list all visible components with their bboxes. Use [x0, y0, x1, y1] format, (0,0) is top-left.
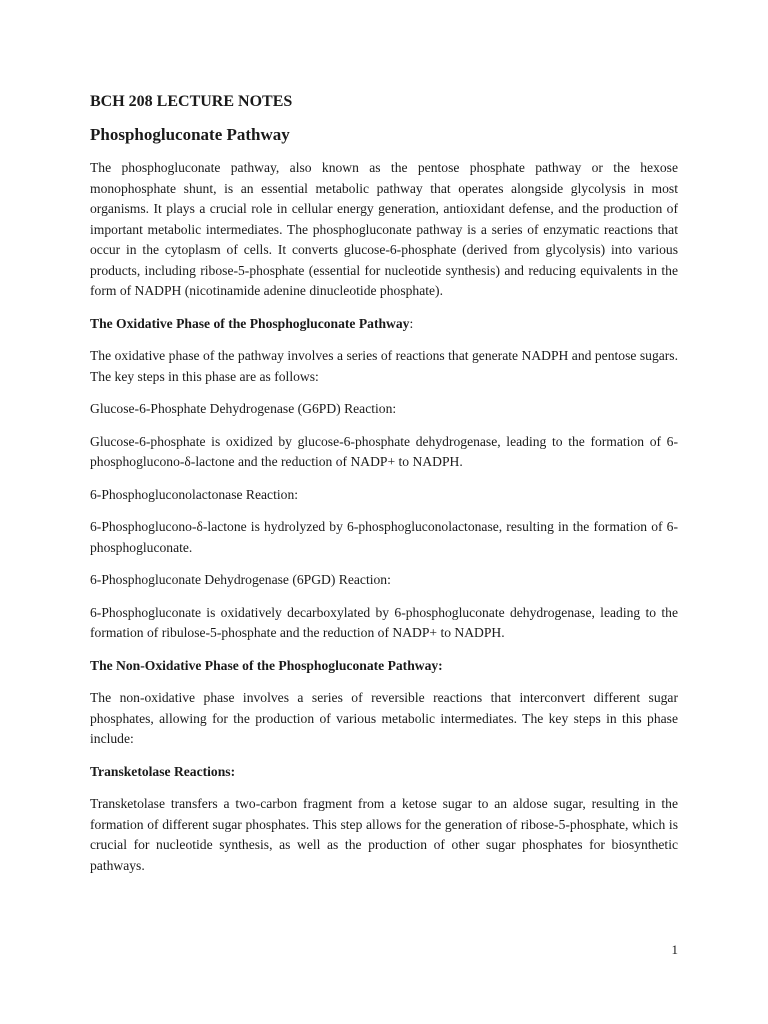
non-oxidative-intro: The non-oxidative phase involves a series of reversible reactions that interconvert different sugar phosphates, allowing for the production of various metabolic intermediates. The key steps in this phase include:: [90, 690, 678, 746]
oxidative-heading-text: The Oxidative Phase of the Phosphogluconate Pathway: [90, 315, 410, 331]
oxidative-heading: [90, 314, 678, 335]
section-title: Phosphogluconate Pathway: [90, 125, 290, 144]
document-title: BCH 208 LECTURE NOTES: [90, 93, 293, 110]
non-oxidative-heading: The Non-Oxidative Phase of the Phosphogluconate Pathway:: [90, 657, 443, 673]
oxidative-heading-suffix: :: [409, 315, 414, 331]
transketolase-heading: Transketolase Reactions:: [90, 763, 236, 779]
document-page: [90, 92, 678, 888]
step-text: 6-Phosphoglucono-δ-lactone is hydrolyzed by 6-phosphogluconolactonase, resulting in the formation of 6-phosphogluconate.: [90, 519, 678, 555]
oxidative-intro: The oxidative phase of the pathway involves a series of reactions that generate NADPH and pentose sugars. The key steps in this phase are as follows:: [90, 348, 678, 384]
step-text: 6-Phosphogluconate is oxidatively decarboxylated by 6-phosphogluconate dehydrogenase, leading to the formation of ribulose-5-phosphate and the reduction of NADP+ to NADPH.: [90, 604, 678, 640]
step-name: Glucose-6-Phosphate Dehydrogenase (G6PD) Reaction:: [90, 401, 397, 416]
page-number: 1: [671, 942, 678, 957]
step-name: 6-Phosphogluconate Dehydrogenase (6PGD) Reaction:: [90, 572, 391, 587]
transketolase-text: Transketolase transfers a two-carbon fragment from a ketose sugar to an aldose sugar, resulting in the formation of different sugar phosphates. This step allows for the generation of ribose-5-phosphate, which is crucial for nucleotide synthesis, as well as the production of other sugar phosphates for biosynthetic pathways.: [90, 796, 678, 873]
intro-paragraph: The phosphogluconate pathway, also known as the pentose phosphate pathway or the hexose monophosphate shunt, is an essential metabolic pathway that operates alongside glycolysis in most organisms. It plays a crucial role in cellular energy generation, antioxidant defense, and the production of important metabolic intermediates. The phosphogluconate pathway is a series of enzymatic reactions that occur in the cytoplasm of cells. It converts glucose-6-phosphate (derived from glycolysis) into various products, including ribose-5-phosphate (essential for nucleotide synthesis) and reducing equivalents in the form of NADPH (nicotinamide adenine dinucleotide phosphate).: [90, 160, 678, 298]
step-text: Glucose-6-phosphate is oxidized by glucose-6-phosphate dehydrogenase, leading to the formation of 6-phosphoglucono-δ-lactone and the reduction of NADP+ to NADPH.: [90, 433, 678, 469]
step-name: 6-Phosphogluconolactonase Reaction:: [90, 486, 299, 502]
